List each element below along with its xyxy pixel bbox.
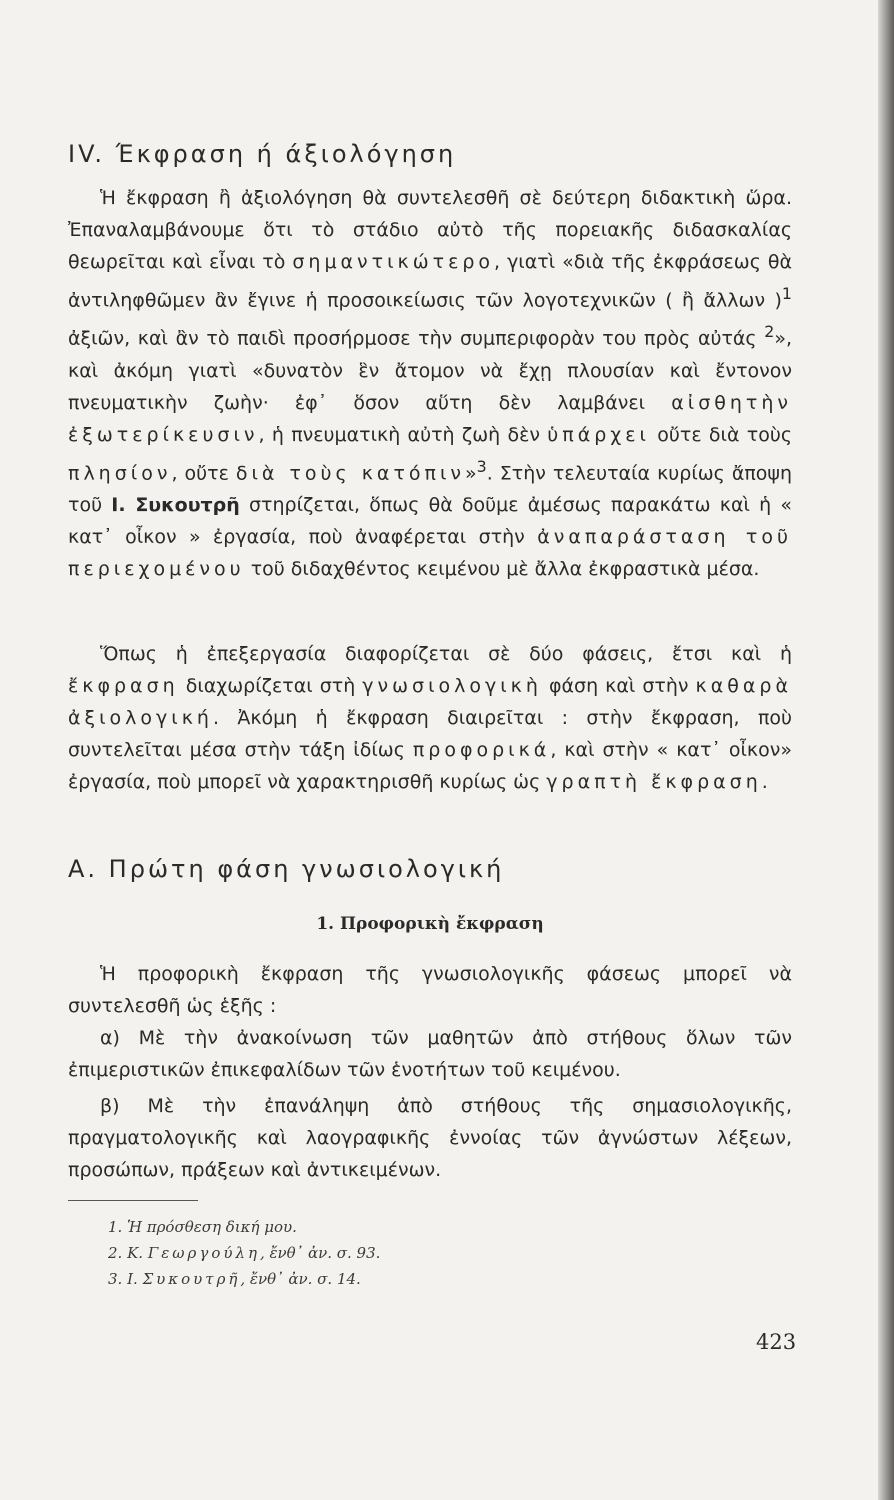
text-run: ἀξιῶν, καὶ ἂν τὸ παιδὶ προσήρμοσε τὴν συμπεριφορὰν του πρὸς αὐτάς — [68, 327, 765, 350]
text-run: Ὅπως ἡ ἐπεξεργασία διαφορίζεται σὲ δύο φάσεις, ἔτσι καὶ ἡ — [100, 643, 792, 665]
spaced-emphasis: σημαντικώτερο — [292, 251, 495, 273]
text-run: στηρίζεται, ὅπως θὰ δοῦμε ἀμέσως παρακάτω καὶ ἡ « κατ᾽ οἶκον » ἐργασία, ποὺ ἀναφέρεται στὴν — [68, 493, 792, 548]
text-run: . Ἀκόμη ἡ ἔκφραση διαιρεῖται : στὴν ἔκφραση, ποὺ συντελεῖται μέσα στὴν τάξη ἰδίως — [68, 707, 792, 761]
footnote-author-initial: Κ. — [127, 1244, 148, 1262]
spaced-emphasis: γνωσιολογικὴ — [362, 675, 542, 697]
footnote-ref-1: 1 — [781, 284, 792, 303]
spaced-emphasis: αἰσθητὴν ἐξωτερίκευσιν — [68, 391, 792, 446]
paragraph-item-a: α) Μὲ τὴν ἀνακοίνωση τῶν μαθητῶν ἀπὸ στήθους ὅλων τῶν ἐπιμεριστικῶν ἐπικεφαλίδων τῶν ἑνοτήτων τοῦ κειμένου. — [68, 1027, 792, 1081]
text-run: . Στὴν τελευταία κυρίως ἄποψη τοῦ — [68, 461, 793, 516]
text-run: διαχωρίζεται στὴ — [178, 675, 363, 697]
paragraph-expression-phases — [68, 638, 792, 798]
footnote-ref-3: 3 — [476, 456, 487, 476]
footnote-text: Ἡ πρόσθεση δική μου. — [127, 1218, 297, 1236]
spaced-emphasis: καθαρὰ ἀξιολογική — [68, 675, 793, 729]
text-run: τοῦ διδαχθέντος κειμένου μὲ ἄλλα ἐκφραστικὰ μέσα. — [244, 557, 760, 580]
spaced-emphasis: πλησίον — [68, 461, 172, 484]
text-run: , καὶ στὴν « κατ᾽ οἶκον» ἐργασία, ποὺ μπορεῖ νὰ χαρακτηρισθῆ κυρίως ὡς — [68, 739, 792, 793]
footnote-number: 3. — [108, 1270, 123, 1288]
text-run: Ἡ ἔκφραση ἢ ἀξιολόγηση θὰ συντελεσθῆ σὲ δεύτερη διδακτικὴ ὥρα. Ἐπαναλαμβάνουμε ὅτι τὸ στάδιο αὐτὸ τῆς πορειακῆς διδασκαλίας θεωρεῖται καὶ εἶναι τὸ — [68, 187, 792, 273]
section-iv-title: Έκφραση ή άξιολόγηση — [115, 140, 457, 168]
footnote-reference: , ἔνθ᾽ ἀν. σ. 14. — [240, 1270, 361, 1288]
spaced-emphasis: ἔκφραση — [68, 675, 179, 697]
author-name: Ι. Συκουτρῆ — [111, 493, 240, 516]
footnote-3 — [108, 1266, 380, 1292]
book-binding-edge — [878, 0, 894, 1500]
footnote-1 — [108, 1214, 380, 1240]
paragraph-oral-expression: Ἡ προφορικὴ ἔκφραση τῆς γνωσιολογικῆς φάσεως μπορεῖ νὰ συντελεσθῆ ὡς ἑξῆς : — [68, 963, 792, 1017]
footnote-author-initial: Ι. — [127, 1270, 143, 1288]
spaced-emphasis: διὰ τοὺς κατόπιν — [235, 461, 465, 484]
text-run: », καὶ ἀκόμη γιατὶ «δυνατὸν ἓν ἄτομον νὰ ἔχῃ πλουσίαν καὶ ἔντονον πνευματικὴν ζωὴν· ἐφ᾽ ὅσον αὕτη δὲν λαμβάνει — [68, 327, 792, 414]
spaced-emphasis: γραπτὴ ἔκφραση — [546, 771, 762, 793]
text-run: , γιατὶ «διὰ τῆς ἐκφράσεως θὰ ἀντιληφθῶμεν ἂν ἔγινε ἡ προσοικείωσις τῶν λογοτεχνικῶν ( ἢ ἄλλων ) — [68, 251, 792, 312]
footnote-2 — [108, 1240, 380, 1266]
text-run: , ἡ πνευματικὴ αὐτὴ ζωὴ δὲν — [258, 423, 548, 446]
text-run: οὔτε διὰ τοὺς — [649, 423, 792, 446]
subsection-1-heading: 1. Προφορικὴ ἔκφραση — [316, 914, 544, 934]
paragraph-expression-intro — [68, 182, 792, 585]
footnote-number: 1. — [108, 1218, 123, 1236]
spaced-emphasis: ἀναπαράσταση τοῦ περιεχομένου — [68, 525, 792, 580]
page-number: 423 — [756, 1330, 797, 1354]
text-run: φάση καὶ στὴν — [541, 675, 696, 697]
section-iv-numeral: IV. — [68, 140, 106, 168]
footnote-ref-2: 2 — [764, 322, 775, 342]
section-a-heading: Α. Πρώτη φάση γνωσιολογική — [68, 855, 505, 883]
spaced-emphasis: προφορικά — [412, 739, 551, 761]
footnote-number: 2. — [108, 1244, 123, 1262]
text-run: , οὔτε — [171, 461, 236, 484]
footnote-divider — [68, 1200, 198, 1201]
spaced-emphasis: ὑπάρχει — [547, 423, 650, 446]
text-run: . — [761, 771, 768, 793]
footnote-author-name: Συκουτρῆ — [142, 1270, 241, 1288]
text-run: » — [465, 461, 477, 484]
footnotes-list — [108, 1214, 380, 1292]
footnote-author-name: Γεωργούλη — [147, 1244, 260, 1262]
section-iv-heading — [68, 140, 456, 168]
footnote-reference: , ἔνθ᾽ ἀν. σ. 93. — [259, 1244, 381, 1262]
paragraph-item-b: β) Μὲ τὴν ἐπανάληψη ἀπὸ στήθους τῆς σημασιολογικῆς, πραγματολογικῆς καὶ λαογραφικῆς ἐννοίας τῶν ἀγνώστων λέξεων, προσώπων, πράξεων καὶ ἀντικειμένων. — [68, 1095, 792, 1181]
